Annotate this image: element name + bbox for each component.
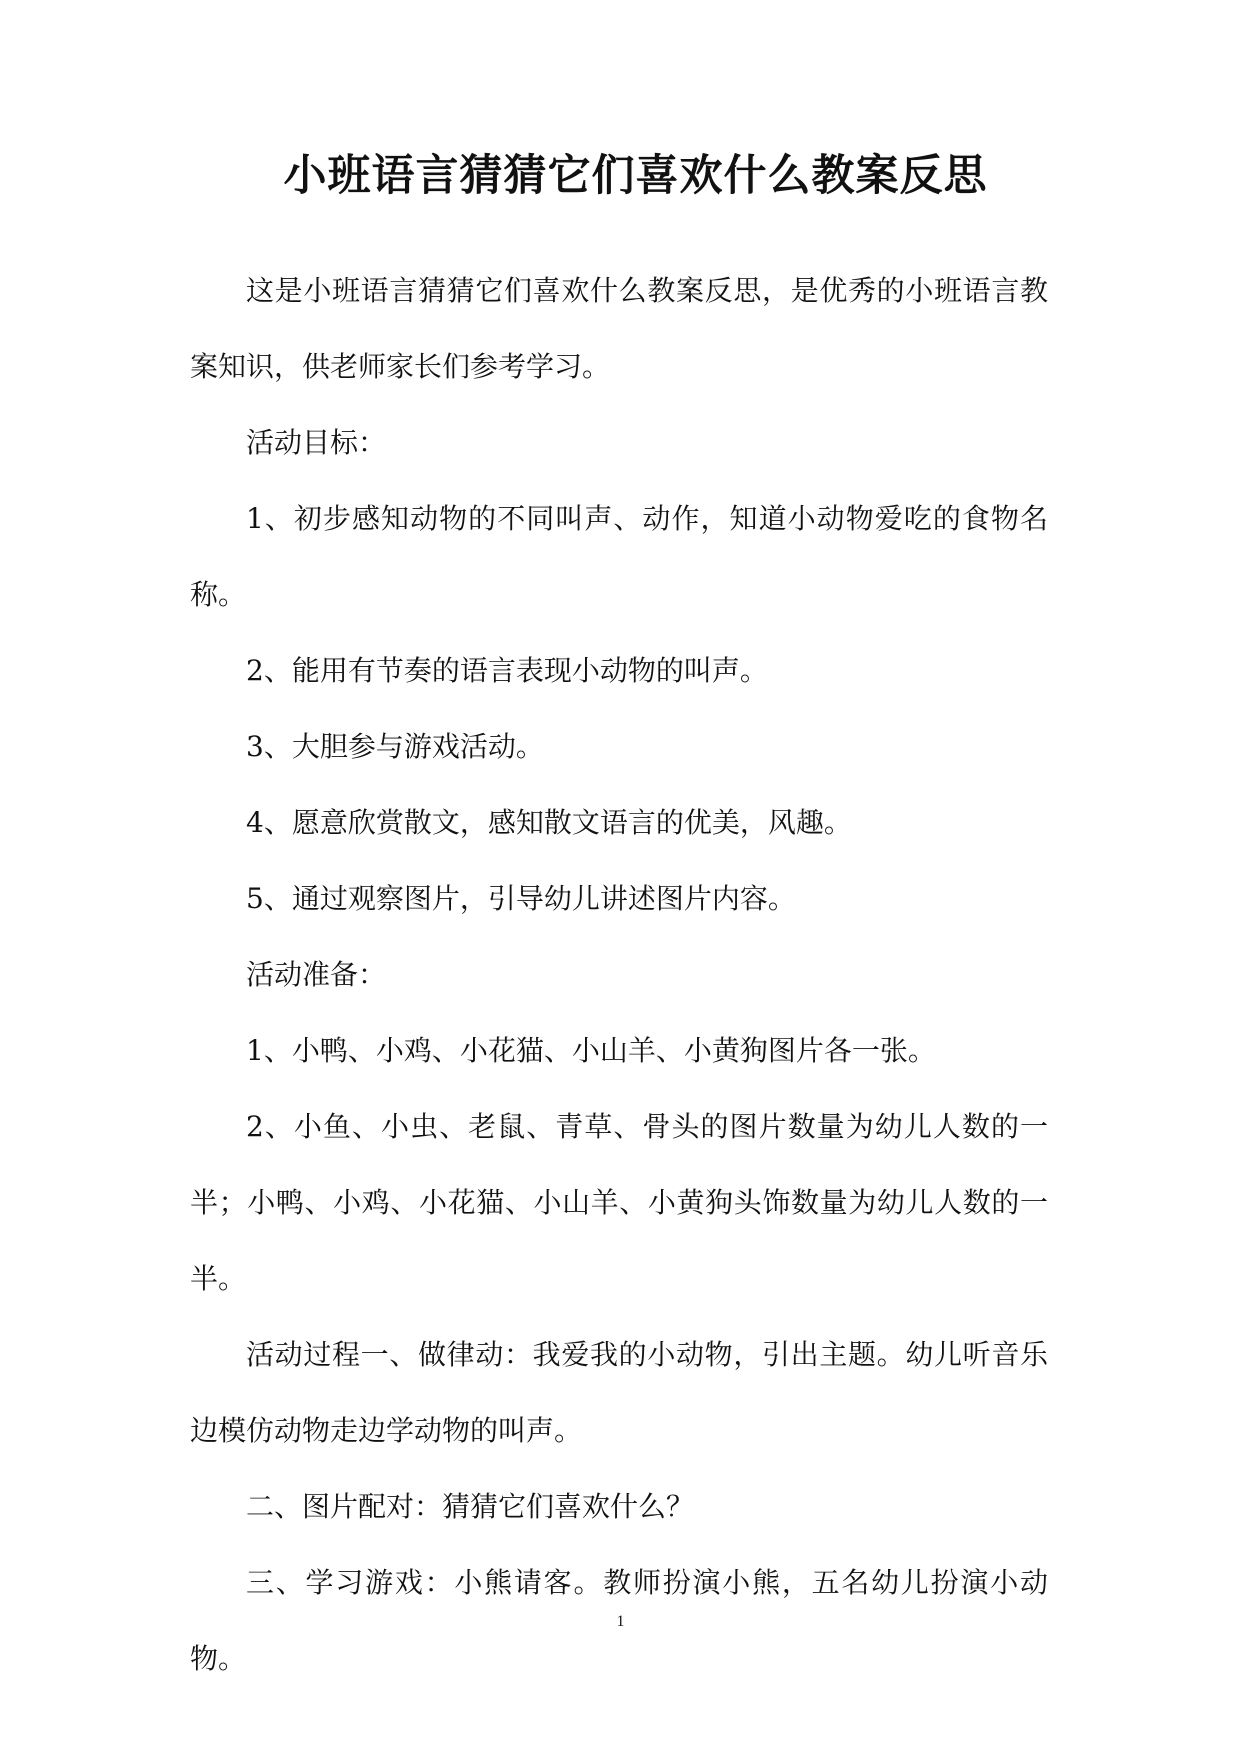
document-title: 小班语言猜猜它们喜欢什么教案反思	[283, 151, 988, 201]
goal-item-5: 5、通过观察图片，引导幼儿讲述图片内容。	[246, 882, 796, 915]
preparation-item-1: 1、小鸭、小鸡、小花猫、小山羊、小黄狗图片各一张。	[246, 1034, 936, 1067]
process-step-2: 二、图片配对：猜猜它们喜欢什么？	[246, 1490, 695, 1523]
heading-activity-preparation: 活动准备：	[246, 958, 387, 991]
document-body	[190, 253, 1048, 1697]
goal-item-1: 1、初步感知动物的不同叫声、动作，知道小动物爱吃的食物名称。	[190, 502, 1048, 611]
preparation-item-2: 2、小鱼、小虫、老鼠、青草、骨头的图片数量为幼儿人数的一半；小鸭、小鸡、小花猫、小山羊、小黄狗头饰数量为幼儿人数的一半。	[190, 1110, 1048, 1295]
process-step-1: 活动过程一、做律动：我爱我的小动物，引出主题。幼儿听音乐边模仿动物走边学动物的叫声。	[190, 1338, 1048, 1447]
heading-activity-goals: 活动目标：	[246, 426, 387, 459]
goal-item-4: 4、愿意欣赏散文，感知散文语言的优美，风趣。	[246, 806, 852, 839]
paragraph-intro: 这是小班语言猜猜它们喜欢什么教案反思，是优秀的小班语言教案知识，供老师家长们参考学习。	[190, 274, 1048, 383]
process-step-3: 三、学习游戏：小熊请客。教师扮演小熊，五名幼儿扮演小动物。	[190, 1566, 1048, 1675]
page-number: 1	[616, 1613, 625, 1630]
goal-item-3: 3、大胆参与游戏活动。	[246, 730, 544, 763]
goal-item-2: 2、能用有节奏的语言表现小动物的叫声。	[246, 654, 768, 687]
